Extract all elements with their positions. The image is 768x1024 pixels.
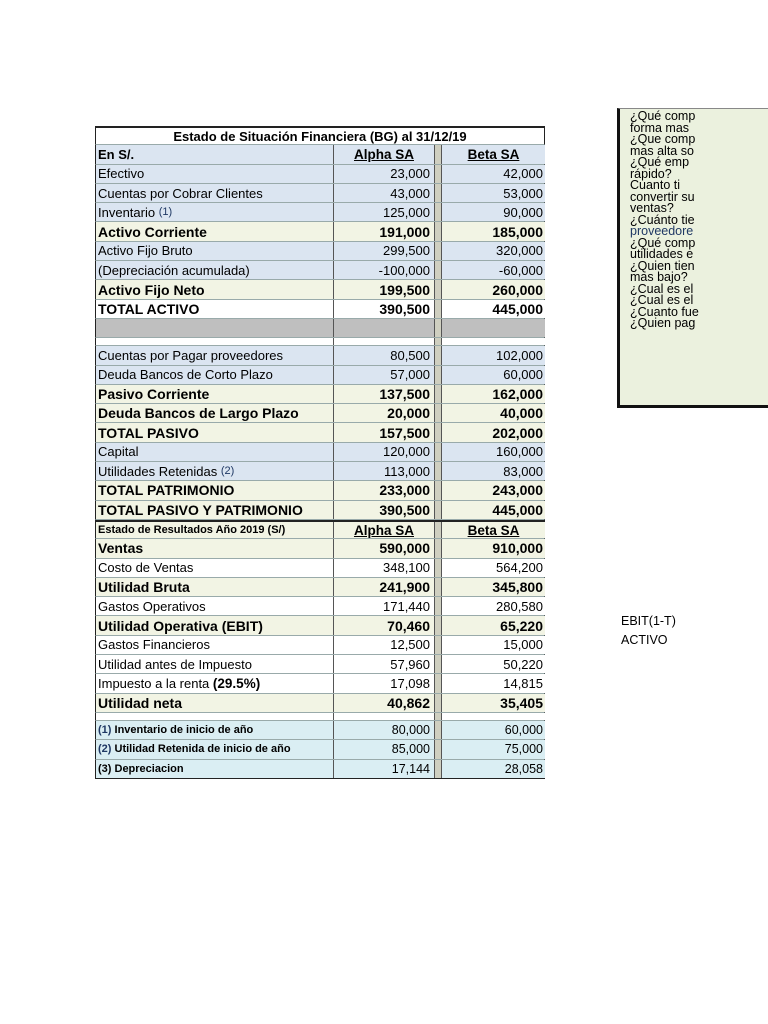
table-row	[95, 559, 545, 578]
table-row	[95, 760, 545, 779]
table-row	[95, 616, 545, 635]
question-line: mas bajo?	[630, 270, 688, 284]
assets-section	[95, 165, 545, 319]
table-row	[95, 280, 545, 299]
table-row	[95, 655, 545, 674]
row-label-text: Utilidad Retenida de inicio de año	[114, 743, 291, 756]
question-line: Cuanto ti	[630, 178, 681, 192]
value-alpha: 80,000	[334, 721, 434, 739]
row-label	[96, 261, 334, 279]
row-label-text: Utilidad Operativa (EBIT)	[98, 617, 263, 634]
spacer-row-2	[95, 713, 545, 721]
column-separator	[434, 760, 442, 778]
value-beta: 83,000	[442, 462, 545, 480]
col-beta-header: Beta SA	[442, 145, 545, 163]
column-separator	[434, 203, 442, 221]
row-label	[96, 443, 334, 461]
table-row	[95, 501, 545, 520]
column-separator	[434, 481, 442, 499]
value-alpha: 23,000	[334, 165, 434, 183]
value-beta: 280,580	[442, 597, 545, 615]
value-beta: 75,000	[442, 740, 545, 758]
row-label-text: Efectivo	[98, 166, 145, 182]
column-separator	[434, 443, 442, 461]
row-label-text: Impuesto a la renta	[98, 675, 210, 691]
value-alpha: 85,000	[334, 740, 434, 758]
value-alpha: 17,144	[334, 760, 434, 778]
value-alpha: 348,100	[334, 559, 434, 577]
row-label	[96, 222, 334, 240]
table-row	[95, 404, 545, 423]
row-label-text: Pasivo Corriente	[98, 386, 210, 402]
question-line: utilidades e	[630, 247, 694, 261]
row-label	[96, 616, 334, 634]
value-alpha: 80,500	[334, 346, 434, 364]
table-row	[95, 481, 545, 500]
er-col-alpha-header: Alpha SA	[334, 522, 434, 538]
value-alpha: 120,000	[334, 443, 434, 461]
row-label	[96, 559, 334, 577]
value-alpha: 17,098	[334, 674, 434, 692]
question-line: convertir su	[630, 189, 695, 204]
question-line: ¿Cuánto tie	[630, 212, 695, 227]
value-alpha: 12,500	[334, 636, 434, 654]
row-label-text: Inventario de inicio de año	[114, 724, 254, 737]
table-row	[95, 300, 545, 319]
value-beta: 185,000	[442, 222, 545, 240]
row-label	[96, 760, 334, 778]
question-line: ¿Qué emp	[630, 155, 690, 169]
column-separator	[434, 346, 442, 364]
value-beta: 202,000	[442, 423, 545, 441]
value-beta: 60,000	[442, 366, 545, 384]
value-alpha: 70,460	[334, 616, 434, 634]
value-beta: 42,000	[442, 165, 545, 183]
footnote-marker: (1)	[98, 724, 112, 737]
column-separator	[434, 616, 442, 634]
table-row	[95, 165, 545, 184]
value-beta: 28,058	[442, 760, 545, 778]
row-label-text: TOTAL PASIVO Y PATRIMONIO	[98, 501, 303, 518]
value-beta: 243,000	[442, 481, 545, 499]
value-beta: 53,000	[442, 184, 545, 202]
question-line: ¿Qué comp	[630, 235, 696, 250]
row-label-text: Gastos Operativos	[98, 598, 206, 614]
row-label-text: Activo Fijo Neto	[98, 281, 205, 298]
value-beta: 162,000	[442, 385, 545, 403]
row-label	[96, 655, 334, 673]
row-label	[96, 721, 334, 739]
column-separator	[434, 740, 442, 758]
row-label-text: Activo Fijo Bruto	[98, 243, 193, 259]
table-row	[95, 636, 545, 655]
value-beta: 14,815	[442, 674, 545, 692]
row-label	[96, 385, 334, 403]
column-separator	[434, 184, 442, 202]
column-separator	[434, 655, 442, 673]
er-header-row	[95, 520, 545, 539]
value-alpha: 199,500	[334, 280, 434, 298]
sheet-title: Estado de Situación Financiera (BG) al 31/12/19	[173, 128, 467, 144]
value-alpha: 43,000	[334, 184, 434, 202]
row-label-text: TOTAL PASIVO	[98, 424, 199, 441]
column-separator	[434, 261, 442, 279]
row-label-text: (Depreciación acumulada)	[98, 262, 250, 278]
column-separator	[434, 300, 442, 318]
question-line: ¿Cual es el	[630, 293, 694, 307]
value-alpha: 233,000	[334, 481, 434, 499]
row-label-text: Utilidad Bruta	[98, 578, 190, 595]
column-separator	[434, 404, 442, 422]
bg-header-row	[95, 145, 545, 164]
value-beta: 90,000	[442, 203, 545, 221]
column-separator	[434, 559, 442, 577]
table-row	[95, 597, 545, 616]
column-separator	[434, 145, 442, 163]
row-label	[96, 165, 334, 183]
row-label-text: Utilidades Retenidas	[98, 463, 218, 479]
question-line: ¿Cuanto fue	[630, 304, 699, 319]
value-beta: 445,000	[442, 501, 545, 519]
table-row	[95, 740, 545, 759]
row-label-text: Cuentas por Pagar proveedores	[98, 347, 284, 363]
question-line: ¿Cual es el	[630, 281, 694, 296]
column-separator	[434, 462, 442, 480]
questions-list	[630, 111, 768, 330]
table-row	[95, 184, 545, 203]
row-label-text: Capital	[98, 444, 139, 460]
value-beta: 345,800	[442, 578, 545, 596]
value-alpha: 191,000	[334, 222, 434, 240]
table-row	[95, 366, 545, 385]
column-separator	[434, 539, 442, 557]
row-label-text: TOTAL ACTIVO	[98, 300, 200, 317]
column-separator	[434, 721, 442, 739]
income-statement-section	[95, 539, 545, 713]
notes-section	[95, 721, 545, 779]
row-label	[96, 423, 334, 441]
value-beta: 564,200	[442, 559, 545, 577]
footnote-marker: (1)	[158, 206, 173, 219]
column-separator	[434, 280, 442, 298]
column-separator	[434, 636, 442, 654]
row-label-text: Utilidad antes de Impuesto	[98, 656, 252, 672]
ebit-note: EBIT(1-T)	[621, 614, 676, 628]
value-beta: 320,000	[442, 242, 545, 260]
table-row	[95, 203, 545, 222]
table-row	[95, 462, 545, 481]
value-beta: 160,000	[442, 443, 545, 461]
row-label-text: Utilidad neta	[98, 694, 183, 711]
row-label	[96, 242, 334, 260]
row-label	[96, 300, 334, 318]
table-row	[95, 242, 545, 261]
value-alpha: 157,500	[334, 423, 434, 441]
value-beta: 260,000	[442, 280, 545, 298]
value-beta: 65,220	[442, 616, 545, 634]
value-beta: 910,000	[442, 539, 545, 557]
row-label-text: Ventas	[98, 540, 144, 557]
row-label	[96, 366, 334, 384]
value-beta: 35,405	[442, 694, 545, 712]
row-label	[96, 674, 334, 692]
value-beta: 102,000	[442, 346, 545, 364]
value-alpha: 57,000	[334, 366, 434, 384]
footnote-marker: (29.5%)	[212, 675, 261, 691]
row-label	[96, 404, 334, 422]
spacer-row	[95, 338, 545, 346]
column-separator	[434, 165, 442, 183]
row-label	[96, 694, 334, 712]
question-line: mas alta so	[630, 143, 694, 158]
value-alpha: 40,862	[334, 694, 434, 712]
value-beta: 445,000	[442, 300, 545, 318]
er-title: Estado de Resultados Año 2019 (S/)	[96, 522, 334, 538]
row-label	[96, 636, 334, 654]
activo-note: ACTIVO	[621, 633, 668, 647]
value-alpha: -100,000	[334, 261, 434, 279]
value-beta: 60,000	[442, 721, 545, 739]
column-separator	[434, 423, 442, 441]
value-beta: 15,000	[442, 636, 545, 654]
value-alpha: 20,000	[334, 404, 434, 422]
value-beta: 40,000	[442, 404, 545, 422]
col-alpha-header: Alpha SA	[334, 145, 434, 163]
row-label-text: Inventario	[98, 204, 156, 220]
column-separator	[434, 222, 442, 240]
table-row	[95, 346, 545, 365]
question-line: ¿Qué comp	[630, 109, 696, 123]
row-label-text: (3) Depreciacion	[98, 762, 184, 775]
financial-sheet	[95, 126, 545, 779]
column-separator	[434, 694, 442, 712]
column-separator	[434, 242, 442, 260]
row-label	[96, 462, 334, 480]
row-label-text: Costo de Ventas	[98, 560, 194, 576]
er-col-beta-header: Beta SA	[442, 522, 545, 538]
table-row	[95, 694, 545, 713]
table-row	[95, 539, 545, 558]
liabilities-section	[95, 346, 545, 520]
value-beta: -60,000	[442, 261, 545, 279]
row-label-text: Deuda Bancos de Largo Plazo	[98, 405, 299, 422]
row-label	[96, 481, 334, 499]
row-label	[96, 501, 334, 519]
gray-divider-row	[95, 319, 545, 338]
value-alpha: 57,960	[334, 655, 434, 673]
question-line: ¿Quien pag	[630, 316, 696, 330]
question-line: ventas?	[630, 201, 674, 215]
value-beta: 50,220	[442, 655, 545, 673]
row-label	[96, 578, 334, 596]
value-alpha: 125,000	[334, 203, 434, 221]
table-row	[95, 423, 545, 442]
table-row	[95, 222, 545, 241]
row-label-text: TOTAL PATRIMONIO	[98, 482, 235, 499]
value-alpha: 590,000	[334, 539, 434, 557]
column-separator	[434, 578, 442, 596]
questions-panel	[617, 108, 768, 408]
row-label	[96, 280, 334, 298]
row-label	[96, 346, 334, 364]
row-label	[96, 184, 334, 202]
table-row	[95, 443, 545, 462]
question-line: ¿Quien tien	[630, 258, 695, 273]
column-separator	[434, 501, 442, 519]
value-alpha: 171,440	[334, 597, 434, 615]
row-label	[96, 203, 334, 221]
value-alpha: 137,500	[334, 385, 434, 403]
value-alpha: 113,000	[334, 462, 434, 480]
value-alpha: 390,500	[334, 300, 434, 318]
row-label	[96, 539, 334, 557]
row-label-text: Activo Corriente	[98, 223, 207, 240]
question-line: ¿Que comp	[630, 132, 696, 146]
row-label-text: Deuda Bancos de Corto Plazo	[98, 367, 273, 383]
footnote-marker: (2)	[220, 465, 235, 478]
value-alpha: 241,900	[334, 578, 434, 596]
row-label	[96, 597, 334, 615]
value-alpha: 299,500	[334, 242, 434, 260]
value-alpha: 390,500	[334, 501, 434, 519]
sheet-title-row	[95, 126, 545, 145]
table-row	[95, 578, 545, 597]
row-label-text: Cuentas por Cobrar Clientes	[98, 185, 263, 201]
question-line: rápido?	[630, 166, 672, 181]
question-line: proveedore	[630, 224, 694, 238]
table-row	[95, 674, 545, 693]
column-separator	[434, 385, 442, 403]
row-label	[96, 740, 334, 758]
table-row	[95, 721, 545, 740]
column-separator	[434, 674, 442, 692]
footnote-marker: (2)	[98, 743, 112, 756]
row-label-text: Gastos Financieros	[98, 637, 210, 653]
column-separator	[434, 366, 442, 384]
question-line: forma mas	[630, 120, 690, 135]
column-separator	[434, 597, 442, 615]
currency-label: En S/.	[96, 145, 334, 163]
table-row	[95, 385, 545, 404]
table-row	[95, 261, 545, 280]
